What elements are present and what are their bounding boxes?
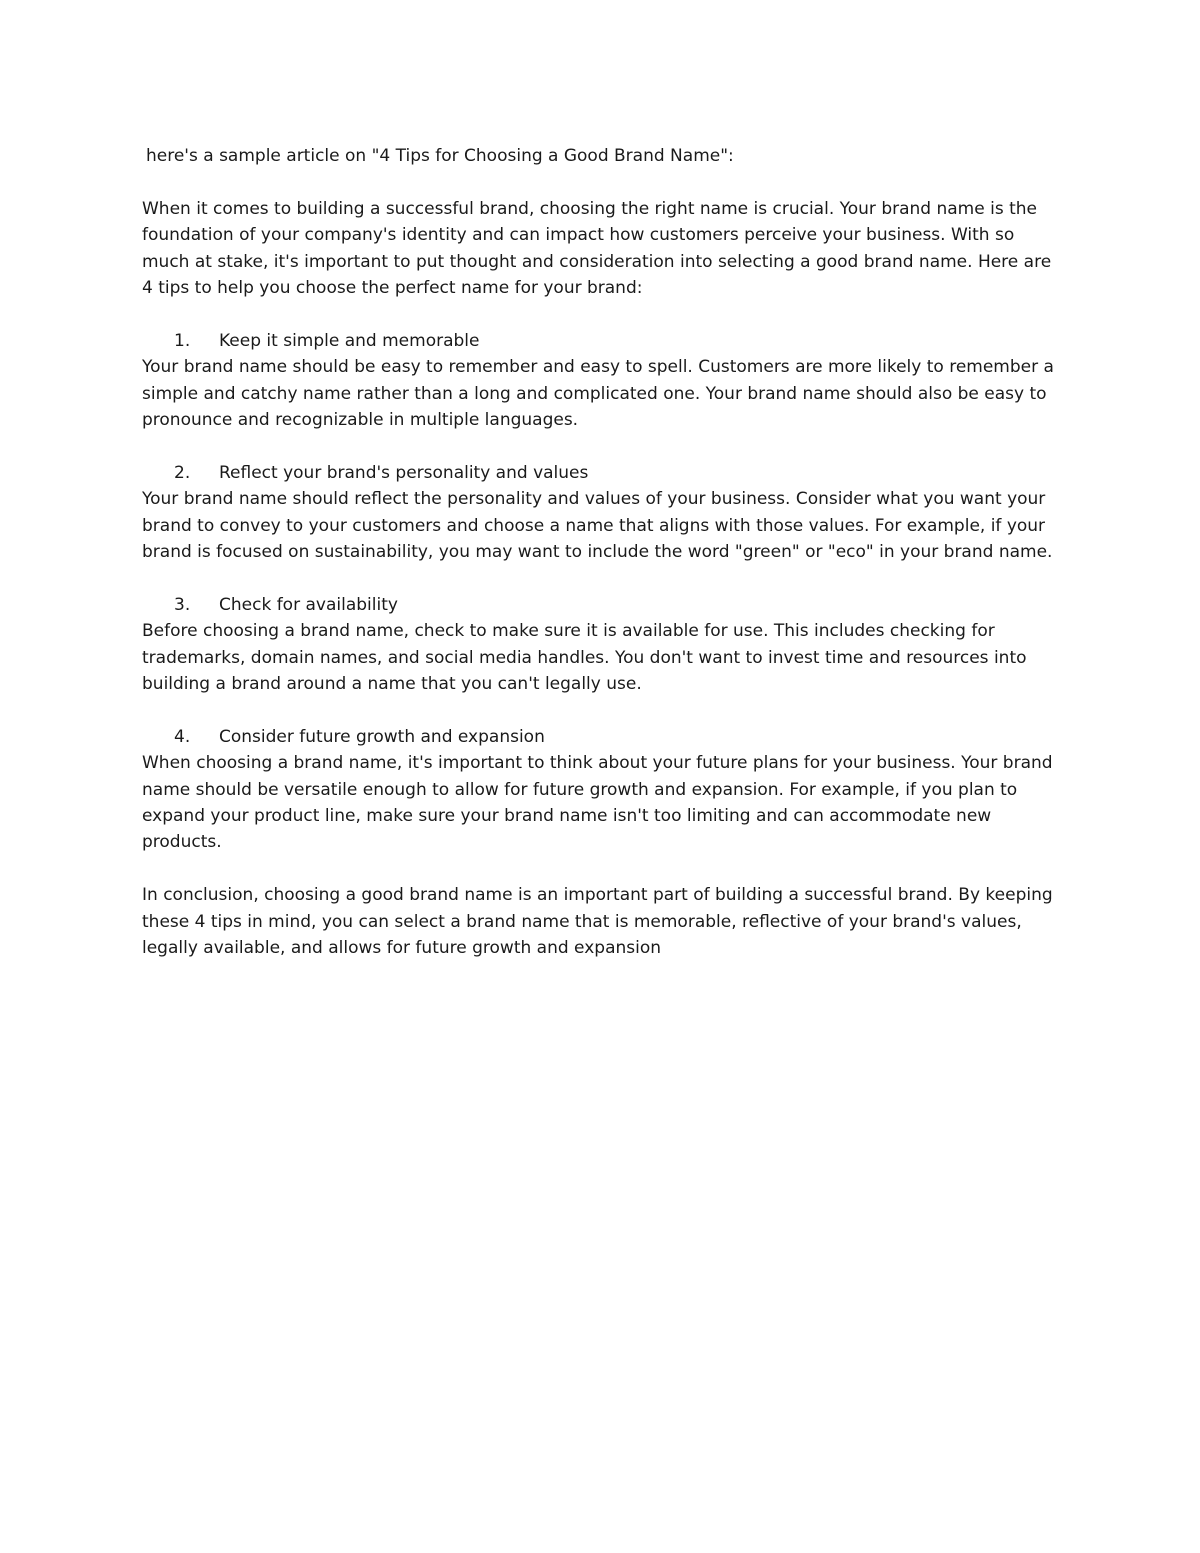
tip-number: 4. xyxy=(174,726,191,747)
tip-number: 2. xyxy=(174,462,191,483)
tip-title: Consider future growth and expansion xyxy=(219,726,545,747)
tip-title: Reflect your brand's personality and values xyxy=(219,462,589,483)
tip-4 xyxy=(142,724,1062,856)
document-body xyxy=(142,143,1062,962)
tip-title: Check for availability xyxy=(219,594,398,615)
tip-body: Your brand name should reflect the personality and values of your business. Consider what you want your brand to convey to your customers and choose a name that aligns with those values. For example, if your brand is focused on sustainability, you may want to include the word "green" or "eco" in your brand name. xyxy=(142,489,1053,563)
tip-heading xyxy=(142,724,1062,750)
conclusion-paragraph: In conclusion, choosing a good brand name is an important part of building a successful brand. By keeping these 4 tips in mind, you can select a brand name that is memorable, reflective of your brand's values, legally available, and allows for future growth and expansion xyxy=(142,885,1053,959)
tip-2 xyxy=(142,460,1062,566)
tip-number: 3. xyxy=(174,594,191,615)
tip-1 xyxy=(142,328,1062,434)
tip-heading xyxy=(142,460,1062,486)
tip-number: 1. xyxy=(174,330,191,351)
tip-body: Your brand name should be easy to remember and easy to spell. Customers are more likely to remember a simple and catchy name rather than a long and complicated one. Your brand name should also be easy to pronounce and recognizable in multiple languages. xyxy=(142,357,1054,431)
tip-title: Keep it simple and memorable xyxy=(219,330,480,351)
tip-heading xyxy=(142,328,1062,354)
opening-paragraph: When it comes to building a successful brand, choosing the right name is crucial. Your brand name is the foundation of your company's identity and can impact how customers perceive your business. With so much at stake, it's important to put thought and consideration into selecting a good brand name. Here are 4 tips to help you choose the perfect name for your brand: xyxy=(142,198,1052,299)
intro-line: here's a sample article on "4 Tips for Choosing a Good Brand Name": xyxy=(146,146,734,166)
tip-3 xyxy=(142,592,1062,698)
tip-heading xyxy=(142,592,1062,618)
tip-body: When choosing a brand name, it's important to think about your future plans for your business. Your brand name should be versatile enough to allow for future growth and expansion. For example, if you plan to expand your product line, make sure your brand name isn't too limiting and can accommodate new products. xyxy=(142,753,1053,853)
tip-body: Before choosing a brand name, check to make sure it is available for use. This includes checking for trademarks, domain names, and social media handles. You don't want to invest time and resources into building a brand around a name that you can't legally use. xyxy=(142,621,1027,695)
